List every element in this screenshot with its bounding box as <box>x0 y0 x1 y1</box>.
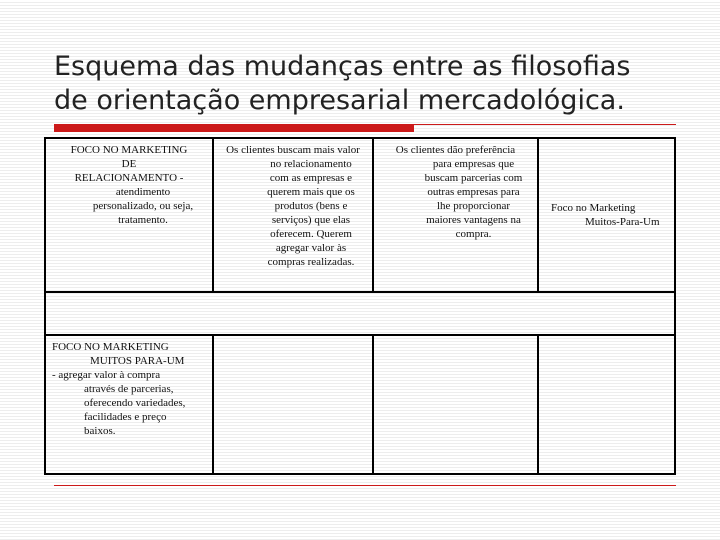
text-line: Os clientes buscam mais valor <box>226 144 360 156</box>
body-line: oferecendo variedades, <box>84 397 186 409</box>
comparison-table <box>44 137 676 475</box>
page-title <box>54 50 694 118</box>
heading-line: FOCO NO MARKETING <box>70 144 188 156</box>
text-line: Foco no Marketing <box>551 202 636 214</box>
text-line: compra. <box>455 228 492 240</box>
body-line: facilidades e preço <box>84 411 167 423</box>
text-line: serviços) que elas <box>271 214 351 226</box>
body-line: - agregar valor à compra <box>52 369 161 381</box>
body-line: baixos. <box>84 425 116 437</box>
body-line: personalizado, ou seja, <box>92 200 194 212</box>
heading-line: DE <box>121 158 137 170</box>
text-line: para empresas que <box>432 158 515 170</box>
empty-cell <box>372 334 539 475</box>
empty-middle-row <box>44 291 676 336</box>
cell-foco-relacionamento <box>44 137 214 293</box>
bottom-rule <box>54 485 676 486</box>
text-line: oferecem. Querem <box>270 228 352 240</box>
empty-cell <box>212 334 374 475</box>
heading-line: MUITOS PARA-UM <box>90 355 185 367</box>
text-line: lhe proporcionar <box>437 200 510 212</box>
title-line-2: de orientação empresarial mercadológica. <box>54 85 625 116</box>
text-line: buscam parcerias com <box>424 172 523 184</box>
text-line: produtos (bens e <box>274 200 348 212</box>
text-line: outras empresas para <box>427 186 520 198</box>
cell-clientes-preferencia <box>372 137 539 293</box>
heading-line: RELACIONAMENTO - <box>74 172 184 184</box>
body-line: atendimento <box>115 186 171 198</box>
text-line: no relacionamento <box>270 158 352 170</box>
text-line: Muitos-Para-Um <box>585 216 660 228</box>
cell-foco-muitos-para-um <box>537 137 676 293</box>
cell-clientes-buscam-valor <box>212 137 374 293</box>
title-underline-thin <box>414 124 676 125</box>
text-line: agregar valor às <box>275 242 347 254</box>
empty-cell <box>537 334 676 475</box>
body-line: através de parcerias, <box>84 383 174 395</box>
title-underline-bar <box>54 124 414 132</box>
body-line: tratamento. <box>118 214 168 226</box>
text-line: compras realizadas. <box>267 256 355 268</box>
heading-line: FOCO NO MARKETING <box>52 341 169 353</box>
cell-foco-muitos-para-um-detail <box>44 334 214 475</box>
text-line: com as empresas e <box>269 172 353 184</box>
text-line: querem mais que os <box>267 186 355 198</box>
title-line-1: Esquema das mudanças entre as filosofias <box>54 51 631 82</box>
text-line: maiores vantagens na <box>426 214 521 226</box>
text-line: Os clientes dão preferência <box>395 144 516 156</box>
